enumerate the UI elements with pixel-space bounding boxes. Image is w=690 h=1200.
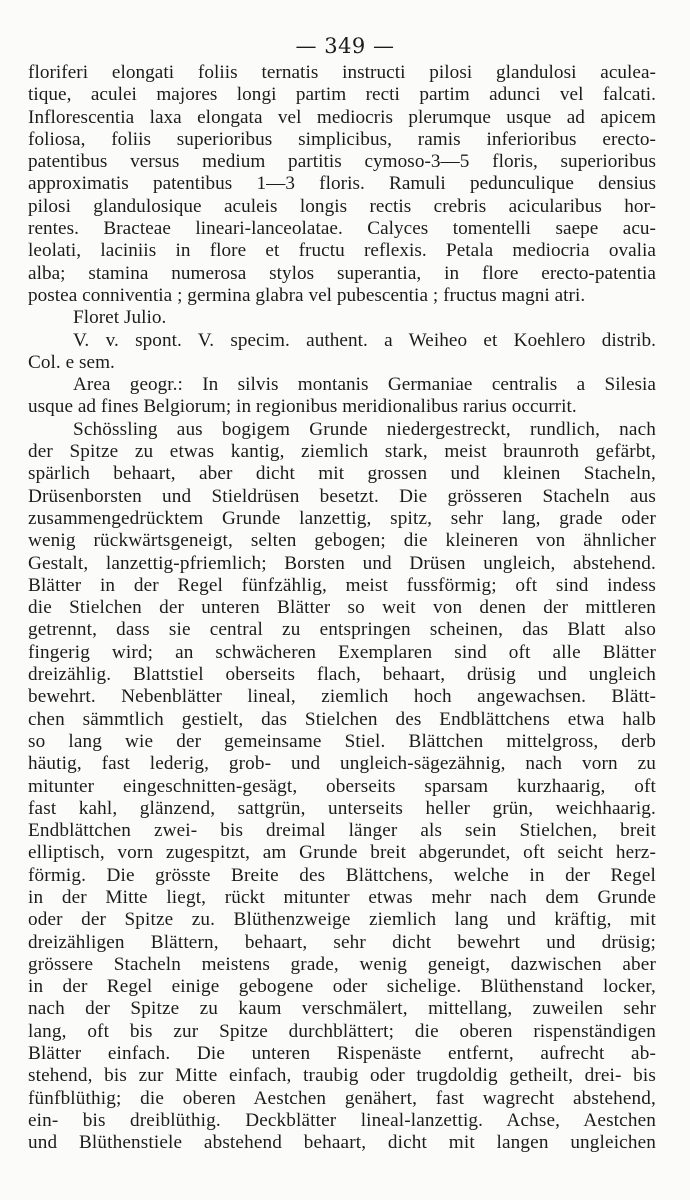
text-line: floriferi elongati foliis ternatis instructi pilosi glandulosi aculea- [28,62,656,83]
text-line: lang, oft bis zur Spitze durchblättert; die oberen rispenständigen [28,1020,656,1042]
text-line: ein- bis dreiblüthig. Deckblätter lineal-lanzettig. Achse, Aestchen [28,1109,656,1131]
text-line: approximatis patentibus 1—3 floris. Ramuli pedunculique densius [28,173,656,195]
text-line: Area geogr.: In silvis montanis Germaniae centralis a Silesia [73,374,656,396]
paragraph [28,307,656,329]
text-line: in der Mitte liegt, rückt mitunter etwas mehr nach dem Grunde [28,886,656,908]
text-line: getrennt, dass sie central zu entspringen scheinen, das Blatt also [28,619,656,641]
text-line: zusammengedrücktem Grunde lanzettig, spitz, sehr lang, grade oder [28,507,656,529]
text-line: fast kahl, glänzend, sattgrün, unterseits heller grün, weichhaarig. [28,797,656,819]
text-line: bewehrt. Nebenblätter lineal, ziemlich hoch angewachsen. Blätt- [28,686,656,708]
text-line: pilosi glandulosique aculeis longis rectis crebris acicularibus hor- [28,195,656,217]
page-number: — 349 — [295,34,395,58]
text-line: wenig rückwärtsgeneigt, selten gebogen; die kleineren von ähnlicher [28,530,656,552]
text-line: Blätter in der Regel fünfzählig, meist fussförmig; oft sind indess [28,574,656,596]
text-line: patentibus versus medium partitis cymoso-3—5 floris, superioribus [28,151,656,173]
text-line: mitunter eingeschnitten-gesägt, oberseits sparsam kurzhaarig, oft [28,775,656,797]
text-line: stehend, bis zur Mitte einfach, traubig oder trugdoldig getheilt, drei- bis [28,1065,656,1087]
text-line: Schössling aus bogigem Grunde niedergestreckt, rundlich, nach [73,418,656,440]
text-line: leolati, laciniis in flore et fructu reflexis. Petala mediocria ovalia [28,240,656,262]
text-line: rentes. Bracteae lineari-lanceolatae. Calyces tomentelli saepe acu- [28,218,656,240]
text-line: so lang wie der gemeinsame Stiel. Blättchen mittelgross, derb [28,730,656,752]
text-line: Floret Julio. [73,307,167,329]
text-line: chen sämmtlich gestielt, das Stielchen des Endblättchens etwa halb [28,708,656,730]
text-line: fünfblüthig; die oberen Aestchen genähert, fast wagrecht abstehend, [28,1087,656,1109]
text-line: oder der Spitze zu. Blüthenzweige ziemlich lang und kräftig, mit [28,909,656,931]
text-line: grössere Stacheln meistens grade, wenig geneigt, dazwischen aber [28,953,656,975]
text-line: foliosa, foliis superioribus simplicibus, ramis inferioribus erecto- [28,128,656,150]
text-line: dreizählig. Blattstiel oberseits flach, behaart, drüsig und ungleich [28,664,656,686]
text-line: tique, aculei majores longi partim recti partim adunci vel falcati. [28,84,656,106]
text-line: V. v. spont. V. specim. authent. a Weiheo et Koehlero distrib. [73,329,656,351]
text-line: usque ad fines Belgiorum; in regionibus meridionalibus rarius occurrit. [28,396,577,418]
text-line: dreizähligen Blättern, behaart, sehr dicht bewehrt und drüsig; [28,931,656,953]
text-line: Col. e sem. [28,351,115,373]
text-line: die Stielchen der unteren Blätter so weit von denen der mittleren [28,597,656,619]
text-line: häutig, fast lederig, grob- und ungleich-sägezähnig, nach vorn zu [28,753,656,775]
paragraph [28,330,656,375]
text-line: alba; stamina numerosa stylos superantia, in flore erecto-patentia [28,262,656,284]
body-text [28,62,656,1155]
text-line: förmig. Die grösste Breite des Blättchens, welche in der Regel [28,864,656,886]
paragraph [28,374,656,419]
text-line: der Spitze zu etwas kantig, ziemlich stark, meist braunroth gefärbt, [28,441,656,463]
text-line: Drüsenborsten und Stieldrüsen besetzt. Die grösseren Stacheln aus [28,485,656,507]
text-line: postea conniventia ; germina glabra vel pubescentia ; fructus magni atri. [28,284,586,306]
text-line: Gestalt, lanzettig-pfriemlich; Borsten und Drüsen ungleich, abstehend. [28,552,656,574]
text-line: und Blüthenstiele abstehend behaart, dicht mit langen ungleichen [28,1132,656,1154]
text-line: fingerig wird; an schwächeren Exemplaren sind oft alle Blätter [28,641,656,663]
text-line: nach der Spitze zu kaum verschmälert, mittellang, zuweilen sehr [28,998,656,1020]
paragraph [28,62,656,307]
text-line: elliptisch, vorn zugespitzt, am Grunde breit abgerundet, oft seicht herz- [28,842,656,864]
text-line: Inflorescentia laxa elongata vel mediocris plerumque usque ad apicem [28,106,656,128]
text-line: Blätter einfach. Die unteren Rispenäste entfernt, aufrecht ab- [28,1043,656,1065]
text-line: Endblättchen zwei- bis dreimal länger als sein Stielchen, breit [28,820,656,842]
text-line: spärlich behaart, aber dicht mit grossen und kleinen Stacheln, [28,463,656,485]
paragraph [28,419,656,1155]
text-line: in der Regel einige gebogene oder sichelige. Blüthenstand locker, [28,976,656,998]
